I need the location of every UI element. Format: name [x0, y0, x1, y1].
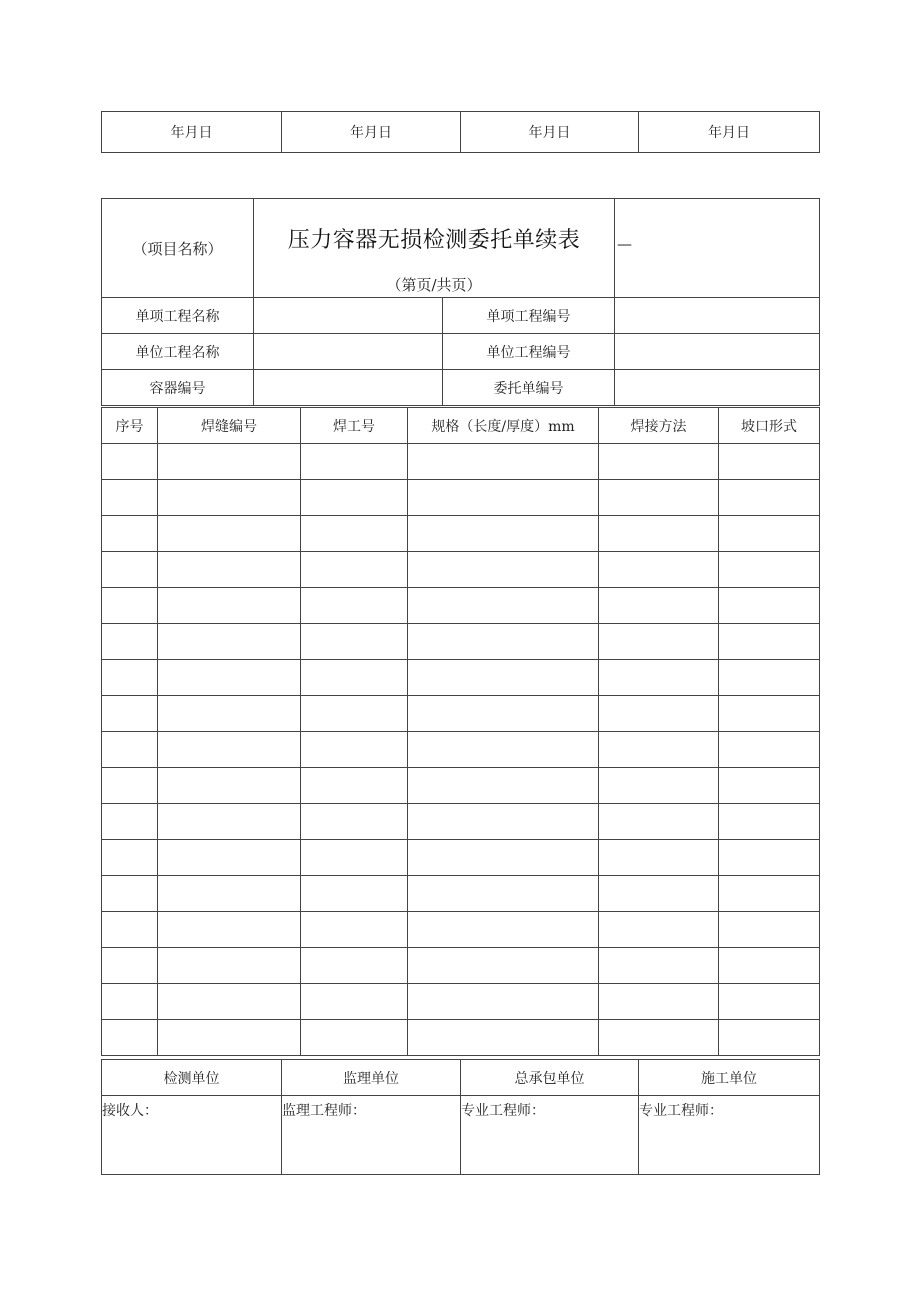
date-cell: 年月日 [102, 112, 282, 153]
table-cell[interactable] [301, 444, 408, 480]
table-row [102, 624, 820, 660]
table-cell[interactable] [408, 768, 599, 804]
table-cell[interactable] [408, 1020, 599, 1056]
sub-project-no-label: 单项工程编号 [443, 298, 615, 334]
table-cell[interactable] [158, 516, 301, 552]
table-cell[interactable] [408, 732, 599, 768]
table-cell[interactable] [102, 516, 158, 552]
order-no-label: 委托单编号 [443, 370, 615, 406]
table-cell[interactable] [102, 984, 158, 1020]
table-row [102, 804, 820, 840]
table-cell[interactable] [599, 948, 719, 984]
table-cell[interactable] [158, 984, 301, 1020]
table-row [102, 588, 820, 624]
table-cell[interactable] [102, 912, 158, 948]
date-cell: 年月日 [461, 112, 639, 153]
table-row [102, 948, 820, 984]
table-cell[interactable] [408, 588, 599, 624]
table-cell[interactable] [719, 876, 820, 912]
table-row [102, 912, 820, 948]
unit-project-no-field[interactable] [615, 334, 820, 370]
table-cell[interactable] [408, 948, 599, 984]
table-cell[interactable] [719, 948, 820, 984]
side-mark: — [617, 235, 632, 253]
table-cell[interactable] [102, 948, 158, 984]
general-contractor-label: 总承包单位 [461, 1060, 639, 1096]
table-cell[interactable] [408, 444, 599, 480]
table-cell[interactable] [719, 552, 820, 588]
table-cell[interactable] [599, 588, 719, 624]
info-row [102, 298, 820, 334]
table-cell[interactable] [719, 516, 820, 552]
vessel-no-field[interactable] [254, 370, 443, 406]
table-cell[interactable] [301, 768, 408, 804]
unit-project-name-label: 单位工程名称 [102, 334, 254, 370]
table-row [102, 1020, 820, 1056]
table-row [102, 480, 820, 516]
weld-header-row [102, 408, 820, 444]
table-cell[interactable] [719, 768, 820, 804]
table-cell[interactable] [408, 624, 599, 660]
table-row [102, 660, 820, 696]
construction-engineer-signature[interactable]: 专业工程师： [639, 1096, 820, 1175]
table-row [102, 552, 820, 588]
table-cell[interactable] [599, 552, 719, 588]
construction-unit-label: 施工单位 [639, 1060, 820, 1096]
table-cell[interactable] [158, 552, 301, 588]
table-cell[interactable] [158, 804, 301, 840]
contractor-engineer-signature[interactable]: 专业工程师： [461, 1096, 639, 1175]
table-cell[interactable] [102, 444, 158, 480]
signature-row [102, 1096, 820, 1175]
title-cell [254, 199, 615, 298]
table-row [102, 444, 820, 480]
table-cell[interactable] [102, 876, 158, 912]
table-cell[interactable] [599, 624, 719, 660]
table-cell[interactable] [301, 804, 408, 840]
table-cell[interactable] [599, 912, 719, 948]
column-header-groove: 坡口形式 [719, 408, 820, 444]
table-cell[interactable] [408, 912, 599, 948]
weld-table [101, 407, 820, 1056]
table-cell[interactable] [102, 804, 158, 840]
table-cell[interactable] [158, 948, 301, 984]
table-cell[interactable] [408, 804, 599, 840]
table-cell[interactable] [599, 696, 719, 732]
table-cell[interactable] [158, 840, 301, 876]
table-cell[interactable] [599, 876, 719, 912]
column-header-spec: 规格（长度/厚度）mm [408, 408, 599, 444]
table-cell[interactable] [599, 804, 719, 840]
table-cell[interactable] [301, 516, 408, 552]
table-cell[interactable] [158, 660, 301, 696]
table-row [102, 696, 820, 732]
vessel-no-label: 容器编号 [102, 370, 254, 406]
table-cell[interactable] [301, 696, 408, 732]
table-cell[interactable] [719, 480, 820, 516]
table-cell[interactable] [408, 552, 599, 588]
table-cell[interactable] [408, 984, 599, 1020]
table-row [102, 876, 820, 912]
table-cell[interactable] [158, 876, 301, 912]
table-cell[interactable] [599, 732, 719, 768]
table-cell[interactable] [719, 840, 820, 876]
column-header-method: 焊接方法 [599, 408, 719, 444]
table-cell[interactable] [301, 1020, 408, 1056]
column-header-welder-no: 焊工号 [301, 408, 408, 444]
table-row [102, 516, 820, 552]
table-cell[interactable] [719, 1020, 820, 1056]
table-cell[interactable] [301, 732, 408, 768]
table-cell[interactable] [102, 768, 158, 804]
table-cell[interactable] [599, 480, 719, 516]
table-cell[interactable] [719, 804, 820, 840]
page-counter: （第页/共页） [386, 276, 482, 294]
table-cell[interactable] [158, 768, 301, 804]
table-cell[interactable] [719, 984, 820, 1020]
table-cell[interactable] [102, 588, 158, 624]
table-cell[interactable] [158, 912, 301, 948]
table-cell[interactable] [102, 732, 158, 768]
table-cell[interactable] [158, 732, 301, 768]
table-cell[interactable] [102, 624, 158, 660]
table-cell[interactable] [301, 840, 408, 876]
title-row [102, 199, 820, 298]
table-cell[interactable] [599, 444, 719, 480]
unit-project-name-field[interactable] [254, 334, 443, 370]
info-row [102, 370, 820, 406]
table-row [102, 840, 820, 876]
sub-project-name-label: 单项工程名称 [102, 298, 254, 334]
inspection-unit-label: 检测单位 [102, 1060, 282, 1096]
table-cell[interactable] [719, 624, 820, 660]
unit-project-no-label: 单位工程编号 [443, 334, 615, 370]
table-cell[interactable] [599, 1020, 719, 1056]
table-cell[interactable] [599, 660, 719, 696]
table-cell[interactable] [301, 552, 408, 588]
table-cell[interactable] [719, 696, 820, 732]
supervisor-signature[interactable]: 监理工程师： [282, 1096, 461, 1175]
table-cell[interactable] [599, 984, 719, 1020]
table-row [102, 732, 820, 768]
table-cell[interactable] [301, 588, 408, 624]
sub-project-no-field[interactable] [615, 298, 820, 334]
table-cell[interactable] [719, 732, 820, 768]
date-cell: 年月日 [639, 112, 820, 153]
sub-project-name-field[interactable] [254, 298, 443, 334]
table-cell[interactable] [301, 984, 408, 1020]
info-row [102, 334, 820, 370]
table-cell[interactable] [408, 516, 599, 552]
table-cell[interactable] [301, 660, 408, 696]
table-cell[interactable] [102, 696, 158, 732]
table-cell[interactable] [408, 480, 599, 516]
table-cell[interactable] [301, 948, 408, 984]
table-cell[interactable] [158, 624, 301, 660]
supervision-unit-label: 监理单位 [282, 1060, 461, 1096]
order-no-field[interactable] [615, 370, 820, 406]
table-cell[interactable] [301, 480, 408, 516]
column-header-weld-no: 焊缝编号 [158, 408, 301, 444]
table-cell[interactable] [158, 480, 301, 516]
table-cell[interactable] [158, 444, 301, 480]
table-cell[interactable] [408, 840, 599, 876]
table-cell[interactable] [599, 840, 719, 876]
table-cell[interactable] [719, 444, 820, 480]
table-cell[interactable] [408, 876, 599, 912]
date-row [102, 112, 820, 153]
table-cell[interactable] [102, 840, 158, 876]
table-cell[interactable] [102, 660, 158, 696]
table-cell[interactable] [719, 660, 820, 696]
side-cell [615, 199, 820, 298]
form-title: 压力容器无损检测委托单续表 [287, 228, 581, 253]
table-cell[interactable] [408, 696, 599, 732]
table-cell[interactable] [158, 1020, 301, 1056]
table-cell[interactable] [719, 912, 820, 948]
form-header-table [101, 198, 820, 406]
table-cell[interactable] [599, 768, 719, 804]
table-cell[interactable] [301, 624, 408, 660]
table-cell[interactable] [719, 588, 820, 624]
table-cell[interactable] [102, 552, 158, 588]
table-cell[interactable] [301, 876, 408, 912]
table-cell[interactable] [158, 588, 301, 624]
signoff-table [101, 1059, 820, 1175]
project-name: （项目名称） [102, 199, 254, 298]
table-cell[interactable] [408, 660, 599, 696]
table-cell[interactable] [102, 480, 158, 516]
table-cell[interactable] [102, 1020, 158, 1056]
table-cell[interactable] [158, 696, 301, 732]
receiver-signature[interactable]: 接收人： [102, 1096, 282, 1175]
table-row [102, 768, 820, 804]
column-header-seq: 序号 [102, 408, 158, 444]
table-cell[interactable] [301, 912, 408, 948]
date-table [101, 111, 820, 153]
unit-row [102, 1060, 820, 1096]
table-cell[interactable] [599, 516, 719, 552]
table-row [102, 984, 820, 1020]
date-cell: 年月日 [282, 112, 461, 153]
